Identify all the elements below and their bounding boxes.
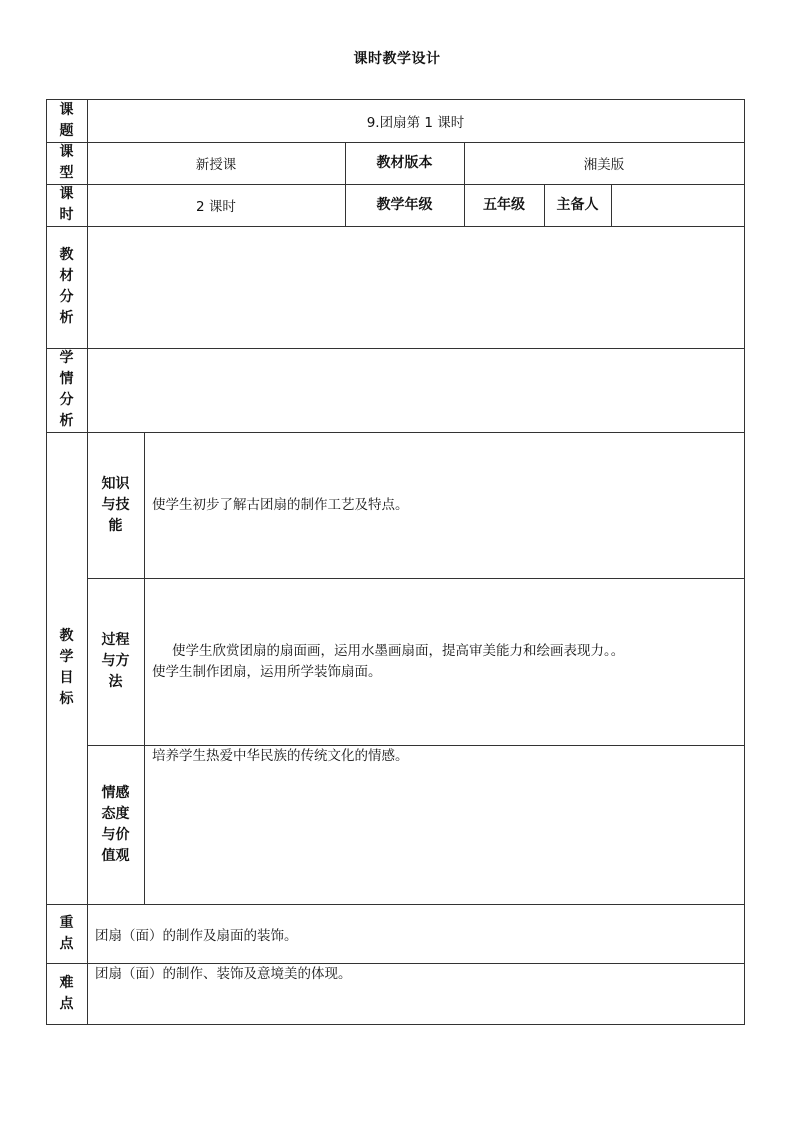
material-analysis-content <box>87 226 744 348</box>
table-right-border <box>744 99 745 1024</box>
topic-label: 课 题 <box>59 101 74 139</box>
process-methods-line-2: 使学生制作团扇，运用所学装饰扇面。 <box>152 663 382 680</box>
edition-value: 湘美版 <box>583 157 625 173</box>
table-bottom-border <box>46 1024 745 1025</box>
periods-label: 课 时 <box>59 186 74 223</box>
grade-label: 教学年级 <box>376 197 433 213</box>
process-methods-label: 过程 与方 法 <box>101 632 130 690</box>
key-point-content: 团扇（面）的制作及扇面的装饰。 <box>95 928 298 944</box>
objectives-label: 教 学 目 标 <box>59 628 74 707</box>
lesson-type-value: 新授课 <box>195 157 237 173</box>
difficulty-label: 难 点 <box>59 974 74 1012</box>
key-point-label: 重 点 <box>59 914 74 952</box>
edition-label: 教材版本 <box>376 155 433 171</box>
knowledge-skills-label: 知识 与技 能 <box>101 475 130 534</box>
periods-value: 2 课时 <box>196 199 236 215</box>
topic-value: 9.团扇第 1 课时 <box>366 114 465 131</box>
preparer-value <box>611 184 744 226</box>
process-methods-line-1: 使学生欣赏团扇的扇面画，运用水墨画扇面，提高审美能力和绘画表现力。。 <box>172 642 625 659</box>
preparer-label: 主备人 <box>556 197 599 213</box>
grade-value: 五年级 <box>483 197 525 213</box>
student-analysis-content <box>87 348 744 432</box>
document-title: 课时教学设计 <box>353 51 441 67</box>
lesson-type-label: 课 型 <box>59 144 74 181</box>
process-methods-content <box>144 578 744 745</box>
emotion-values-content: 培养学生热爱中华民族的传统文化的情感。 <box>152 748 409 764</box>
emotion-values-label: 情感 态度 与价 值观 <box>101 784 130 864</box>
material-analysis-label: 教 材 分 析 <box>59 247 74 326</box>
student-analysis-label: 学 情 分 析 <box>59 350 74 429</box>
difficulty-content: 团扇（面）的制作、装饰及意境美的体现。 <box>95 966 352 982</box>
knowledge-skills-content: 使学生初步了解古团扇的制作工艺及特点。 <box>152 496 409 513</box>
